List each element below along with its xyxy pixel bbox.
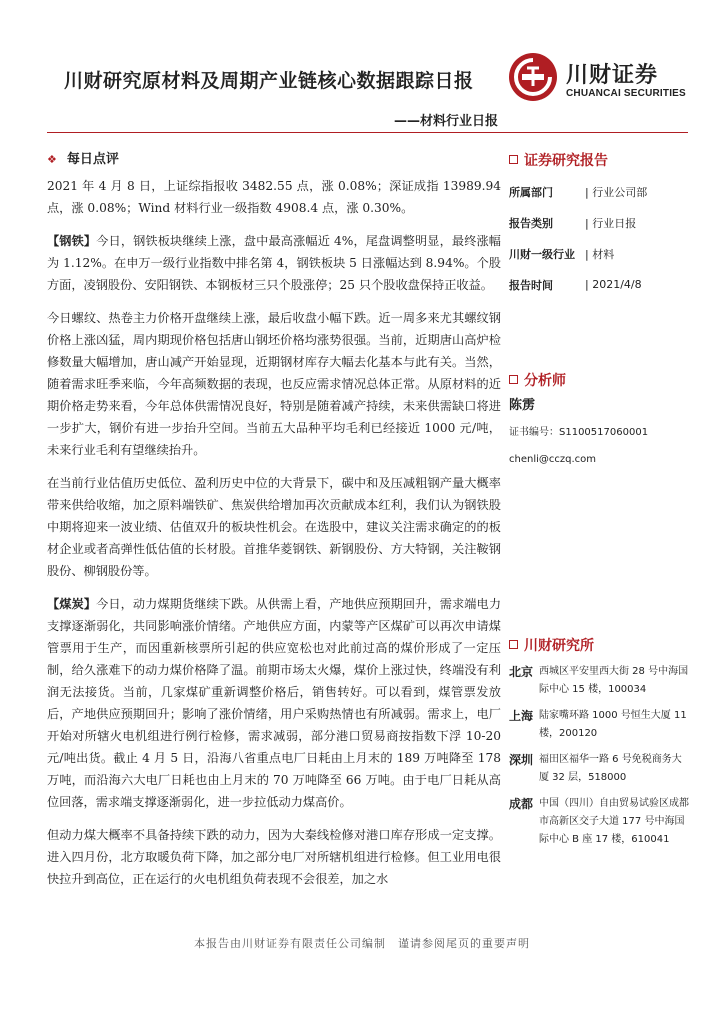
paragraph-text: 但动力煤大概率不具备持续下跌的动力，因为大秦线检修对港口库存形成一定支撑。进入四月份，北方取暖负荷下降，加之部分电厂对所辖机组进行检修。但工业用电很快拉升到高位，正在运行的火电机组负荷表现不会很差，加之水 (47, 828, 501, 886)
meta-row (509, 269, 689, 300)
paragraph-coal (47, 593, 501, 813)
meta-key: 所属部门 (509, 185, 553, 199)
meta-value: | 行业日报 (585, 216, 637, 230)
analyst-cert: 证书编号：S1100517060001 (509, 427, 649, 438)
paragraph-text: 在当前行业估值历史低位、盈利历史中位的大背景下，碳中和及压减粗钢产量大概率带来供给收缩，加之原料端铁矿、焦炭供给增加再次贡献成本红利，我们认为钢铁股中期将迎来一波业绩、估值双升的板块性机会。在选股中，建议关注需求确定的的板材企业或者高弹性低估值的长材股。首推华菱钢铁、新钢股份、方大特钢，关注鞍钢股份、柳钢股份等。 (47, 476, 501, 578)
report-title: 川财研究原材料及周期产业链核心数据跟踪日报 (64, 70, 474, 92)
paragraph-coal-outlook (47, 824, 501, 890)
office-beijing (509, 663, 689, 699)
header-divider (47, 132, 688, 133)
square-bullet-icon (509, 155, 518, 164)
paragraph-tag: 【钢铁】 (47, 234, 97, 248)
square-bullet-icon (509, 640, 518, 649)
analyst-name: 陈雳 (509, 398, 536, 413)
office-city: 深圳 (509, 753, 534, 767)
sidebar-heading-text: 分析师 (524, 373, 566, 389)
meta-key: 川财一级行业 (509, 247, 575, 261)
meta-value: | 行业公司部 (585, 185, 648, 199)
sidebar-analyst-heading (509, 370, 689, 390)
office-address: 陆家嘴环路 1000 号恒生大厦 11 楼，200120 (539, 710, 687, 739)
square-bullet-icon (509, 375, 518, 384)
paragraph-steel (47, 230, 501, 296)
meta-value: | 2021/4/8 (585, 278, 642, 291)
office-shanghai (509, 707, 689, 743)
paragraph-steel-price (47, 307, 501, 461)
sidebar-report-heading (509, 150, 689, 170)
office-city: 成都 (509, 797, 534, 811)
meta-key: 报告时间 (509, 278, 553, 292)
logo-cn-text: 川财证券 (566, 63, 659, 88)
company-logo-icon (508, 52, 558, 102)
sidebar-heading-text: 川财研究所 (524, 638, 594, 654)
office-address: 中国（四川）自由贸易试验区成都市高新区交子大道 177 号中海国际中心 B 座 17 楼，610041 (539, 798, 689, 845)
page-footer: 本报告由川财证券有限责任公司编制 谨请参阅尾页的重要声明 (194, 937, 530, 950)
office-city: 上海 (509, 709, 534, 723)
office-address: 福田区福华一路 6 号免税商务大厦 32 层，518000 (539, 754, 682, 783)
main-content (47, 148, 501, 901)
office-chengdu (509, 795, 689, 849)
meta-row (509, 238, 689, 269)
report-subtitle: ——材料行业日报 (393, 114, 498, 129)
office-address: 西城区平安里西大街 28 号中海国际中心 15 楼，100034 (539, 666, 689, 695)
paragraph-text: 今日，钢铁板块继续上涨，盘中最高涨幅近 4%，尾盘调整明显，最终涨幅为 1.12%。在申万一级行业指数中排名第 4，钢铁板块 5 日涨幅达到 8.94%。个股方面，凌钢股份、安阳钢铁、本钢板材三只个股涨停；25 只个股收盘保持正收益。 (47, 234, 501, 292)
sidebar (509, 150, 689, 849)
section-heading (47, 148, 501, 167)
paragraph-text: 今日，动力煤期货继续下跌。从供需上看，产地供应预期回升，需求端电力支撑逐渐弱化，共同影响涨价情绪。产地供应方面，内蒙等产区煤矿可以再次申请煤管票用于生产，而因重新核票所引起的供应宽松也对此前过高的煤价形成了一定压制，给久涨难下的动力煤价格降了温。前期市场太火爆，煤价上涨过快，终端没有利润无法接货。当前，几家煤矿重新调整价格后，销售转好。可以看到，煤管票发放后，产地供应预期回升；影响了涨价情绪，用户采购热情也有所减弱。需求上，电厂开始对所辖火电机组进行例行检修，需求减弱，部分港口贸易商按指数下浮 10-20 元/吨出货。截止 4 月 5 日，沿海八省重点电厂日耗由上月末的 189 万吨降至 178 万吨，而沿海六大电厂日耗也由上月末的 70 万吨降至 66 万吨。由于电厂日耗从高位回落，需求端支撑逐渐弱化，进一步拉低动力煤高价。 (47, 597, 502, 809)
meta-row (509, 207, 689, 238)
paragraph-market (47, 175, 501, 219)
paragraph-text: 今日螺纹、热卷主力价格开盘继续上涨，最后收盘小幅下跌。近一周多来尤其螺纹钢价格上涨凶猛，周内期现价格包括唐山钢坯价格均涨势很强。当前，近期唐山高炉检修数量大幅增加，唐山减产开始显现，近期钢材库存大幅去化基本与此有关。当然，随着需求旺季来临，今年高频数据的表现，也反应需求情况总体正常。从原材料的近期价格走势来看，今年总体供需情况良好，特别是随着减产持续，未来供需缺口将进一步扩大，钢价有进一步抬升空间。当前五大品种平均毛利已经接近 1000 元/吨，未来行业毛利有望继续抬升。 (47, 311, 501, 457)
company-logo (508, 52, 688, 108)
sidebar-institute-heading (509, 635, 689, 655)
meta-value: | 材料 (585, 247, 615, 261)
meta-key: 报告类别 (509, 216, 553, 230)
office-shenzhen (509, 751, 689, 787)
section-heading-text: 每日点评 (66, 152, 119, 167)
office-city: 北京 (509, 665, 534, 679)
sidebar-heading-text: 证券研究报告 (524, 153, 608, 169)
meta-row (509, 176, 689, 207)
paragraph-tag: 【煤炭】 (47, 597, 97, 611)
meta-table (509, 176, 689, 300)
paragraph-text: 2021 年 4 月 8 日，上证综指报收 3482.55 点，涨 0.08%；深证成指 13989.94 点，涨 0.08%；Wind 材料行业一级指数 4908.4 点，涨 0.30%。 (47, 179, 501, 215)
logo-en-text: CHUANCAI SECURITIES (566, 88, 686, 99)
paragraph-steel-outlook (47, 472, 501, 582)
diamond-icon: ❖ (47, 153, 57, 166)
analyst-email[interactable]: chenli@cczq.com (509, 454, 597, 465)
